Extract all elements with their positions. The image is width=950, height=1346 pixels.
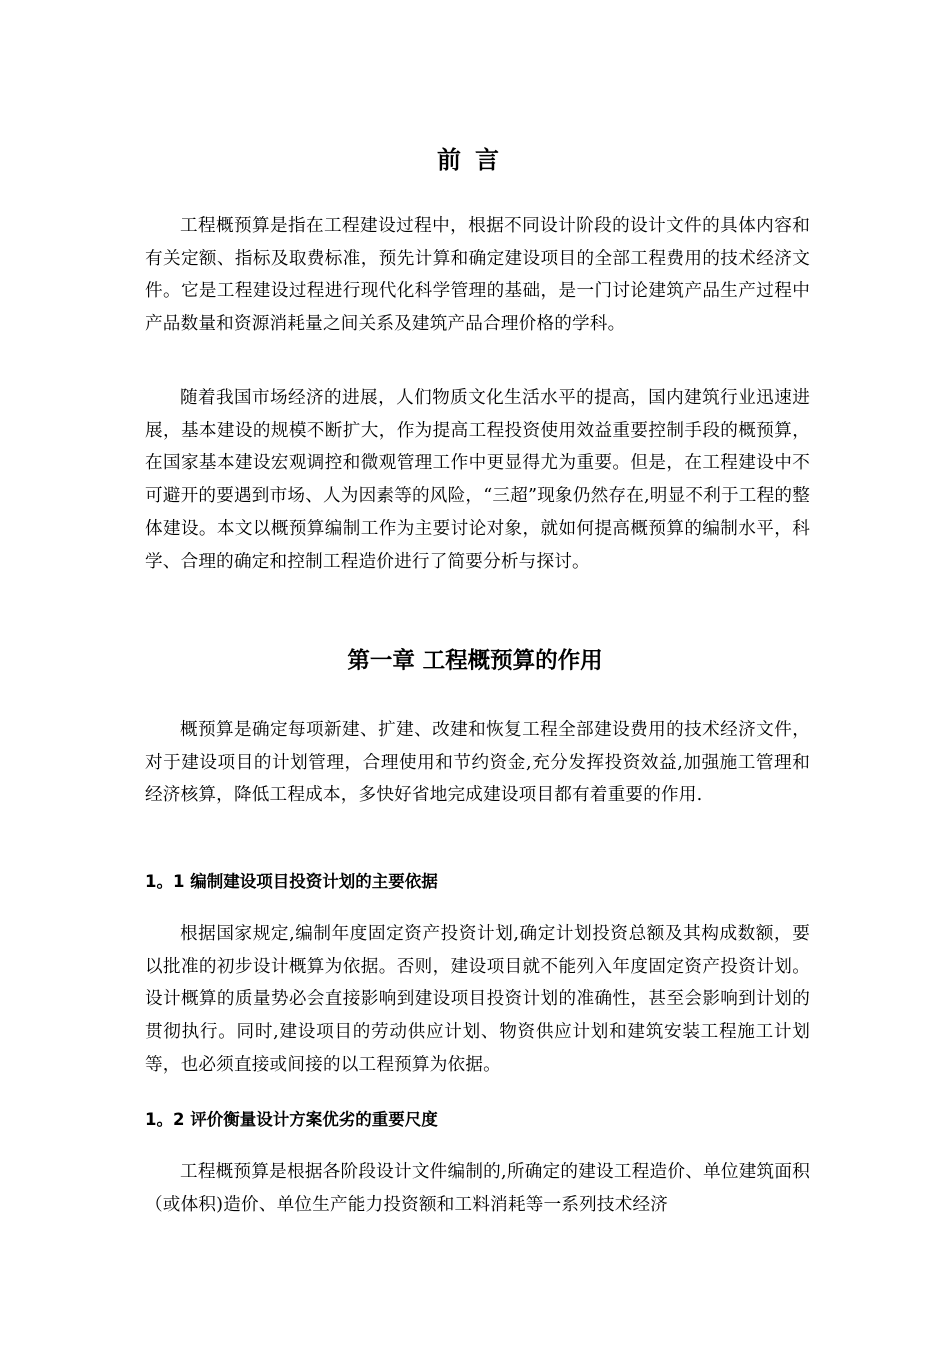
chapter-title: 第一章 工程概预算的作用 [347, 648, 603, 674]
preface-paragraph-1: 工程概预算是指在工程建设过程中，根据不同设计阶段的设计文件的具体内容和有关定额、指标及取费标准，预先计算和确定建设项目的全部工程费用的技术经济文件。它是工程建设过程进行现代化科学管理的基础，是一门讨论建筑产品生产过程中产品数量和资源消耗量之间关系及建筑产品合理价格的学科。 [145, 216, 810, 335]
preface-paragraph-2: 随着我国市场经济的进展，人们物质文化生活水平的提高，国内建筑行业迅速进展，基本建设的规模不断扩大，作为提高工程投资使用效益重要控制手段的概预算，在国家基本建设宏观调控和微观管理工作中更显得尤为重要。但是，在工程建设中不可避开的要遇到市场、人为因素等的风险，“三超”现象仍然存在,明显不利于工程的整体建设。本文以概预算编制工作为主要讨论对象，就如何提高概预算的编制水平，科学、合理的确定和控制工程造价进行了简要分析与探讨。 [145, 388, 810, 572]
section-body-1-2: 工程概预算是根据各阶段设计文件编制的,所确定的建设工程造价、单位建筑面积（或体积)造价、单位生产能力投资额和工料消耗等一系列技术经济 [145, 1162, 810, 1215]
preface-title: 前言 [437, 146, 513, 174]
section-body-1-1: 根据国家规定,编制年度固定资产投资计划,确定计划投资总额及其构成数额，要以批准的初步设计概算为依据。否则，建设项目就不能列入年度固定资产投资计划。设计概算的质量势必会直接影响到建设项目投资计划的准确性，甚至会影响到计划的贯彻执行。同时,建设项目的劳动供应计划、物资供应计划和建筑安装工程施工计划等，也必须直接或间接的以工程预算为依据。 [145, 924, 810, 1075]
section-heading-1-1: 1。1 编制建设项目投资计划的主要依据 [145, 872, 438, 891]
section-heading-1-2: 1。2 评价衡量设计方案优劣的重要尺度 [145, 1110, 438, 1129]
chapter-intro-paragraph: 概预算是确定每项新建、扩建、改建和恢复工程全部建设费用的技术经济文件，对于建设项目的计划管理，合理使用和节约资金,充分发挥投资效益,加强施工管理和经济核算，降低工程成本，多快好省地完成建设项目都有着重要的作用. [145, 720, 810, 806]
